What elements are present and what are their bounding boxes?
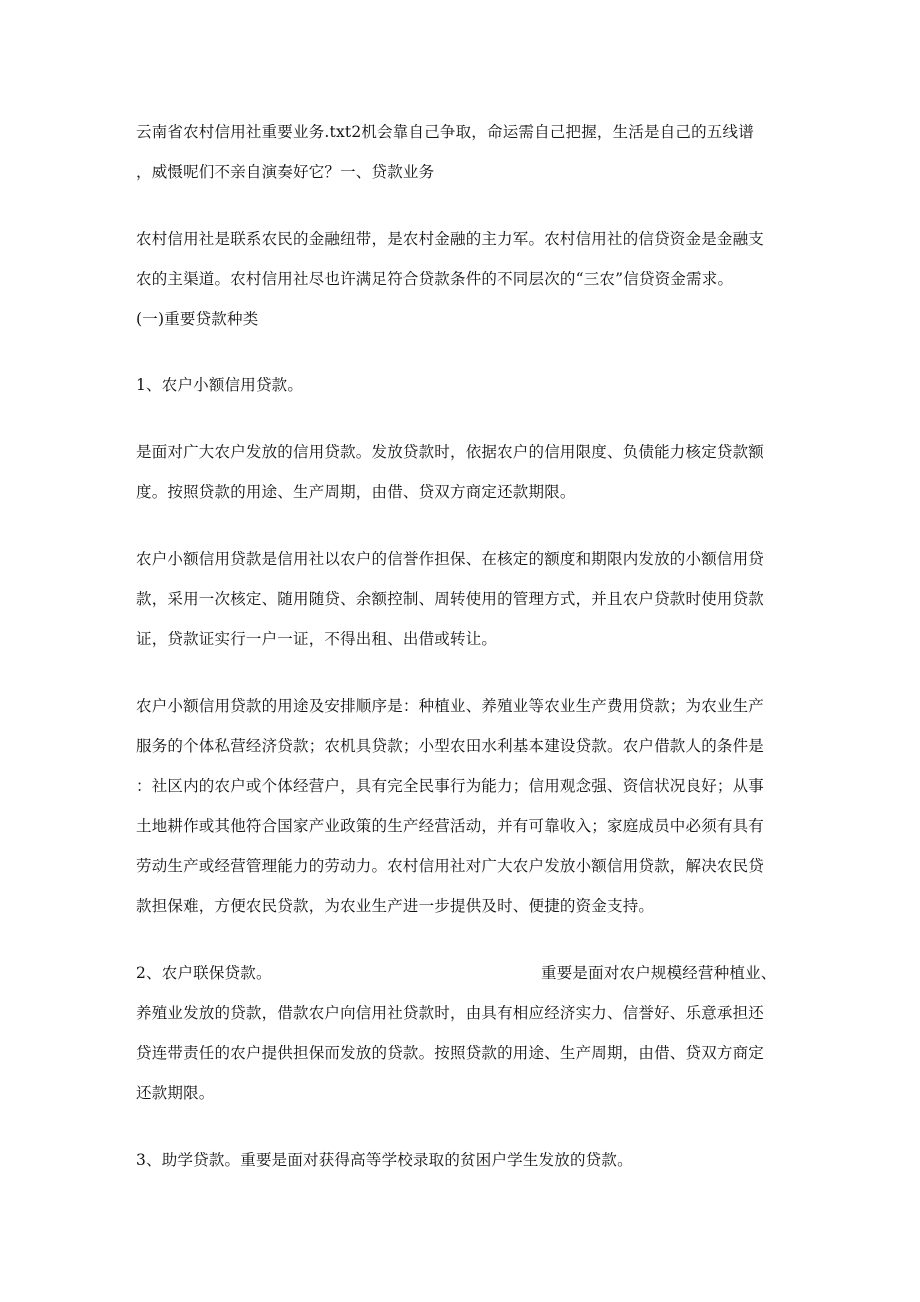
- intro-line-2: 农的主渠道。农村信用社尽也许满足符合贷款条件的不同层次的“三农”信贷资金需求。: [136, 270, 734, 288]
- item1-p3-line: ：社区内的农户或个体经营户，具有完全民事行为能力；信用观念强、资信状况良好；从事: [136, 777, 765, 795]
- item2-first-line-right: 重要是面对农户规模经营种植业、: [541, 964, 777, 982]
- item1-p3-line: 农户小额信用贷款的用途及安排顺序是：种植业、养殖业等农业生产费用贷款；为农业生产: [136, 697, 765, 715]
- header-line-1: 云南省农村信用社重要业务.txt2机会靠自己争取，命运需自己把握，生活是自己的五线谱: [136, 123, 754, 141]
- item2-line: 贷连带责任的农户提供担保而发放的贷款。按照贷款的用途、生产周期，由借、贷双方商定: [136, 1044, 765, 1062]
- item2-line: 养殖业发放的贷款，借款农户向信用社贷款时，由具有相应经济实力、信誉好、乐意承担还: [136, 1004, 765, 1022]
- intro-line-1: 农村信用社是联系农民的金融纽带，是农村金融的主力军。农村信用社的信贷资金是金融支: [136, 230, 765, 248]
- header-line-2: ，威慑呢们不亲自演奏好它？一、贷款业务: [136, 163, 435, 181]
- item1-p2-line: 农户小额信用贷款是信用社以农户的信誉作担保、在核定的额度和期限内发放的小额信用贷: [136, 550, 765, 568]
- item1-p1-line: 是面对广大农户发放的信用贷款。发放贷款时，依据农户的信用限度、负债能力核定贷款额: [136, 443, 765, 461]
- item3-line: 3、助学贷款。重要是面对获得高等学校录取的贫困户学生发放的贷款。: [136, 1151, 633, 1169]
- item2-title: 2、农户联保贷款。: [136, 964, 272, 982]
- item1-title: 1、农户小额信用贷款。: [136, 376, 304, 394]
- item1-p1-line: 度。按照贷款的用途、生产周期，由借、贷双方商定还款期限。: [136, 483, 576, 501]
- item1-p3-line: 服务的个体私营经济贷款；农机具贷款；小型农田水利基本建设贷款。农户借款人的条件是: [136, 737, 765, 755]
- item1-p2-line: 证，贷款证实行一户一证，不得出租、出借或转让。: [136, 630, 498, 648]
- item1-p2-line: 款，采用一次核定、随用随贷、余额控制、周转使用的管理方式，并且农户贷款时使用贷款: [136, 590, 765, 608]
- item1-p3-line: 劳动生产或经营管理能力的劳动力。农村信用社对广大农户发放小额信用贷款，解决农民贷: [136, 857, 765, 875]
- item1-p3-line: 款担保难，方便农民贷款，为农业生产进一步提供及时、便捷的资金支持。: [136, 897, 655, 915]
- item2-line: 还款期限。: [136, 1084, 215, 1102]
- section-heading: (一)重要贷款种类: [136, 310, 259, 328]
- item1-p3-line: 土地耕作或其他符合国家产业政策的生产经营活动，并有可靠收入；家庭成员中必须有具有: [136, 817, 765, 835]
